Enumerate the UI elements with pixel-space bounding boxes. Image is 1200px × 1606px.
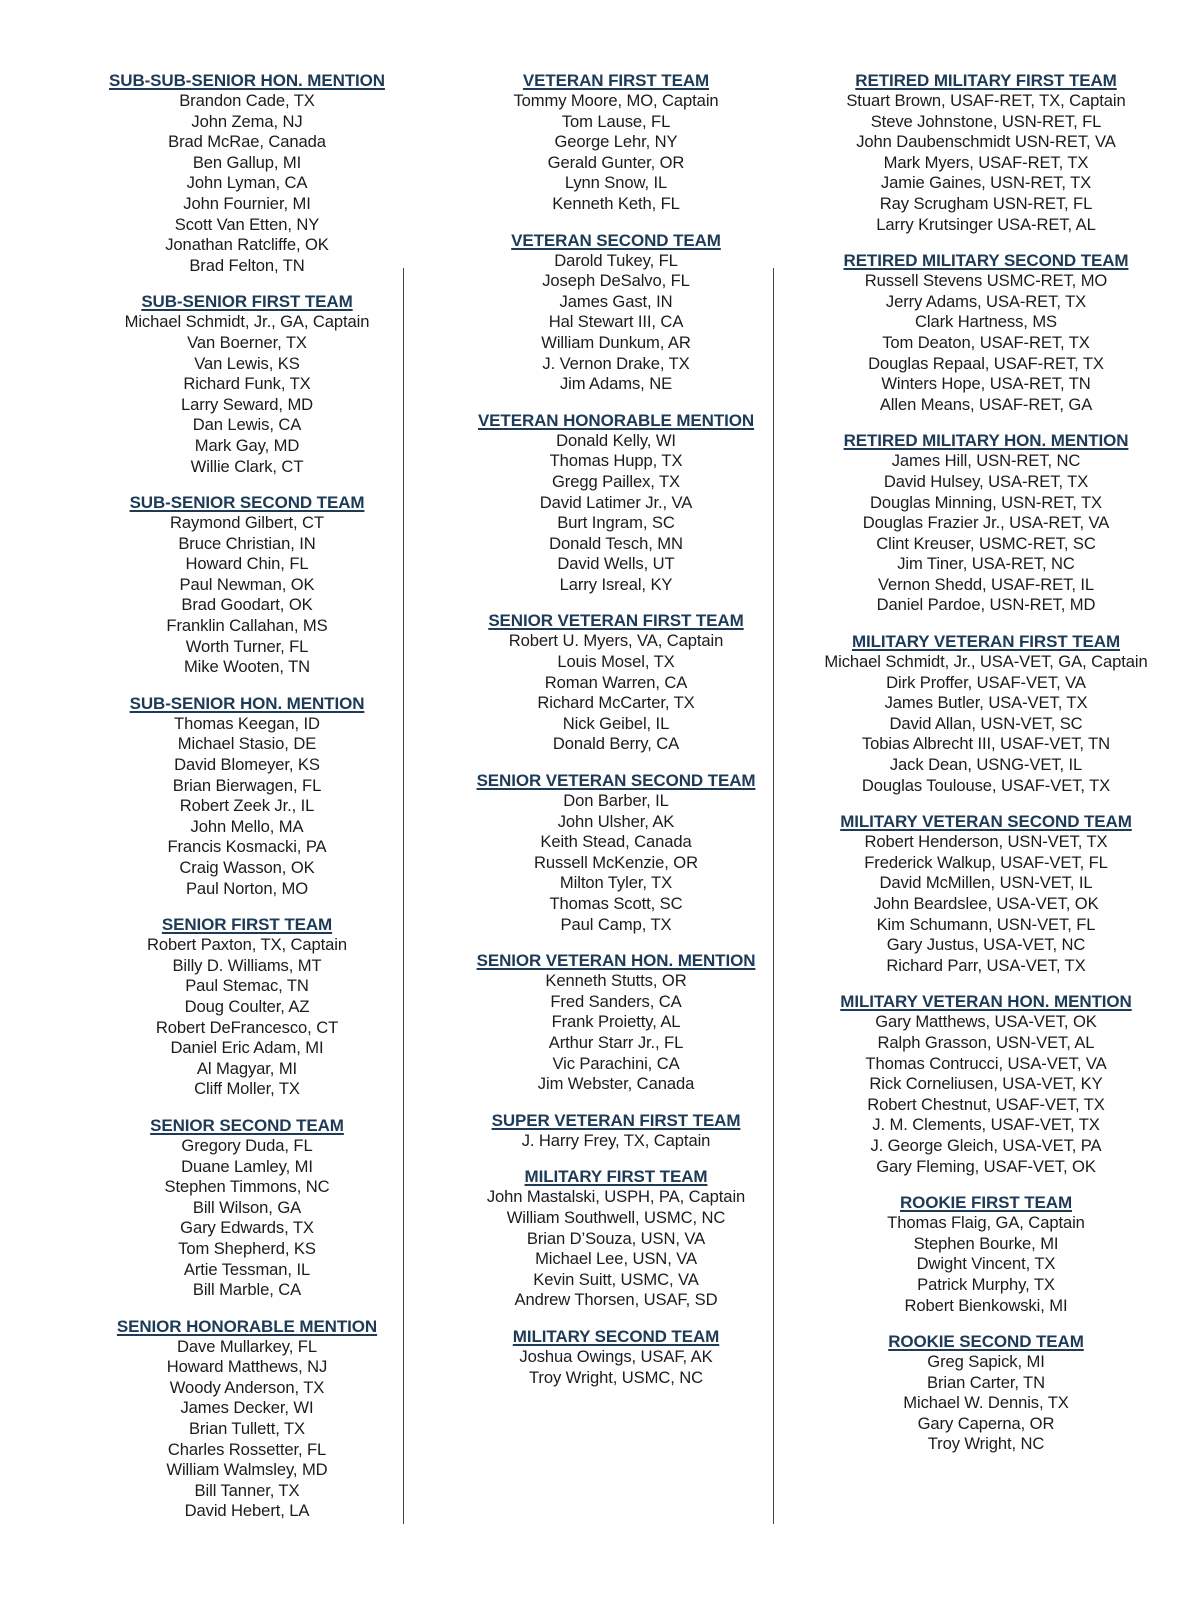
player-entry: Dirk Proffer, USAF-VET, VA [886, 672, 1086, 692]
player-entry: David Allan, USN-VET, SC [889, 713, 1083, 733]
player-entry: Troy Wright, USMC, NC [529, 1367, 703, 1387]
player-entry: Douglas Minning, USN-RET, TX [869, 492, 1103, 512]
player-entry: Brian Bierwagen, FL [172, 775, 322, 795]
section-title: SUB-SENIOR SECOND TEAM [129, 493, 365, 513]
player-entry: Lynn Snow, IL [564, 173, 668, 193]
player-entry: Mark Gay, MD [194, 435, 300, 455]
player-entry: William Walmsley, MD [166, 1460, 328, 1480]
player-entry: Douglas Repaal, USAF-RET, TX [868, 353, 1104, 373]
player-entry: Fred Sanders, CA [550, 991, 682, 1011]
team-section [67, 1316, 427, 1522]
team-section [67, 1115, 427, 1301]
player-entry: Billy D. Williams, MT [172, 955, 322, 975]
team-section [67, 492, 427, 678]
player-entry: Kenneth Keth, FL [552, 193, 680, 213]
player-entry: Steve Johnstone, USN-RET, FL [870, 111, 1102, 131]
section-title: SUB-SENIOR HON. MENTION [129, 693, 365, 713]
player-entry: Brad McRae, Canada [168, 132, 326, 152]
player-entry: Duane Lamley, MI [181, 1156, 313, 1176]
player-entry: Howard Chin, FL [185, 554, 309, 574]
player-entry: Robert Henderson, USN-VET, TX [864, 832, 1108, 852]
player-entry: Frank Proietty, AL [551, 1012, 681, 1032]
player-entry: Paul Norton, MO [185, 878, 309, 898]
player-entry: Daniel Eric Adam, MI [170, 1038, 324, 1058]
player-entry: James Decker, WI [180, 1398, 314, 1418]
section-title: RETIRED MILITARY FIRST TEAM [855, 71, 1117, 90]
section-title: SENIOR SECOND TEAM [150, 1115, 344, 1135]
section-title: MILITARY VETERAN FIRST TEAM [851, 632, 1121, 652]
player-entry: William Dunkum, AR [541, 332, 691, 352]
player-entry: Bruce Christian, IN [178, 533, 316, 553]
team-section [806, 991, 1166, 1177]
section-title: SUB-SUB-SENIOR HON. MENTION [109, 71, 385, 90]
player-entry: Roman Warren, CA [544, 672, 688, 692]
player-entry: Tobias Albrecht III, USAF-VET, TN [861, 734, 1111, 754]
player-entry: John Daubenschmidt USN-RET, VA [856, 132, 1116, 152]
player-entry: Brian D’Souza, USN, VA [526, 1228, 706, 1248]
team-section [806, 1331, 1166, 1455]
player-entry: Richard Funk, TX [183, 374, 311, 394]
player-entry: Cliff Moller, TX [194, 1079, 300, 1099]
player-entry: William Southwell, USMC, NC [506, 1207, 726, 1227]
player-entry: Paul Newman, OK [179, 574, 315, 594]
player-entry: John Mastalski, USPH, PA, Captain [486, 1187, 746, 1207]
player-entry: J. Vernon Drake, TX [542, 353, 690, 373]
team-section [806, 631, 1166, 796]
player-entry: Vernon Shedd, USAF-RET, IL [878, 574, 1094, 594]
team-section [67, 70, 427, 276]
player-entry: James Gast, IN [559, 291, 673, 311]
player-entry: Michael Schmidt, Jr., USA-VET, GA, Captain [824, 652, 1148, 672]
player-entry: Craig Wasson, OK [179, 858, 315, 877]
player-entry: John Ulsher, AK [557, 811, 675, 831]
section-title: ROOKIE SECOND TEAM [888, 1332, 1084, 1352]
player-entry: Michael W. Dennis, TX [903, 1393, 1069, 1413]
player-entry: Van Boerner, TX [187, 332, 307, 352]
player-entry: Hal Stewart III, CA [548, 312, 684, 332]
player-entry: Bill Marble, CA [192, 1280, 302, 1300]
column-divider [773, 268, 774, 1524]
player-entry: Robert Bienkowski, MI [904, 1295, 1068, 1315]
player-entry: Daniel Pardoe, USN-RET, MD [876, 595, 1096, 615]
player-entry: Stephen Timmons, NC [164, 1177, 330, 1197]
player-entry: Jamie Gaines, USN-RET, TX [880, 173, 1092, 193]
player-entry: Ralph Grasson, USN-VET, AL [877, 1032, 1095, 1052]
player-entry: Jim Adams, NE [559, 374, 673, 394]
player-entry: David Hebert, LA [184, 1501, 310, 1521]
player-entry: Vic Parachini, CA [552, 1053, 680, 1073]
player-entry: Donald Berry, CA [552, 734, 680, 754]
player-entry: Gary Fleming, USAF-VET, OK [876, 1156, 1096, 1176]
player-entry: Gary Caperna, OR [917, 1413, 1055, 1433]
section-title: VETERAN FIRST TEAM [522, 71, 710, 90]
player-entry: Robert DeFrancesco, CT [155, 1017, 339, 1037]
player-entry: Frederick Walkup, USAF-VET, FL [864, 852, 1108, 872]
column-divider [403, 268, 404, 1524]
column-middle [436, 70, 796, 1403]
section-title: SUPER VETERAN FIRST TEAM [491, 1110, 741, 1130]
player-entry: Douglas Frazier Jr., USA-RET, VA [862, 513, 1110, 533]
player-entry: Dan Lewis, CA [192, 415, 302, 435]
player-entry: Rick Corneliusen, USA-VET, KY [869, 1074, 1103, 1094]
player-entry: Gary Edwards, TX [180, 1218, 314, 1238]
column-left [67, 70, 427, 1537]
player-entry: Robert Chestnut, USAF-VET, TX [867, 1094, 1105, 1114]
team-section [436, 230, 796, 395]
player-entry: Mark Myers, USAF-RET, TX [883, 152, 1089, 172]
player-entry: Bill Wilson, GA [192, 1197, 302, 1217]
player-entry: Thomas Scott, SC [549, 894, 683, 913]
player-entry: Keith Stead, Canada [540, 832, 692, 852]
section-title: MILITARY FIRST TEAM [524, 1167, 708, 1187]
player-entry: Van Lewis, KS [194, 353, 300, 373]
player-entry: Ben Gallup, MI [192, 152, 302, 172]
player-entry: Willie Clark, CT [190, 456, 304, 476]
player-entry: Paul Camp, TX [560, 914, 672, 934]
player-entry: J. George Gleich, USA-VET, PA [870, 1135, 1102, 1155]
player-entry: Burt Ingram, SC [557, 513, 675, 533]
player-entry: Douglas Toulouse, USAF-VET, TX [861, 775, 1111, 795]
column-right [806, 70, 1166, 1470]
player-entry: Donald Kelly, WI [556, 430, 676, 450]
player-entry: Robert Zeek Jr., IL [179, 796, 315, 816]
player-entry: Nick Geibel, IL [562, 713, 670, 733]
player-entry: John Zema, NJ [191, 111, 303, 131]
player-entry: Artie Tessman, IL [183, 1259, 311, 1279]
player-entry: Kim Schumann, USN-VET, FL [876, 914, 1096, 934]
player-entry: Gary Justus, USA-VET, NC [886, 935, 1086, 955]
player-entry: David Wells, UT [557, 554, 675, 574]
player-entry: Jerry Adams, USA-RET, TX [885, 291, 1087, 311]
team-section [67, 291, 427, 477]
player-entry: Scott Van Etten, NY [174, 214, 320, 234]
player-entry: Robert Paxton, TX, Captain [146, 935, 348, 955]
section-title: SENIOR VETERAN FIRST TEAM [488, 611, 744, 631]
player-entry: Stuart Brown, USAF-RET, TX, Captain [846, 91, 1126, 110]
player-entry: J. M. Clements, USAF-VET, TX [872, 1115, 1100, 1135]
player-entry: Larry Seward, MD [180, 394, 314, 414]
player-entry: Kenneth Stutts, OR [545, 971, 687, 991]
player-entry: Brandon Cade, TX [179, 91, 315, 110]
player-entry: James Butler, USA-VET, TX [884, 693, 1088, 713]
player-entry: Darold Tukey, FL [554, 250, 678, 270]
team-section [806, 70, 1166, 235]
team-section [436, 950, 796, 1095]
player-entry: Larry Isreal, KY [559, 574, 673, 594]
section-title: SENIOR VETERAN HON. MENTION [476, 951, 756, 971]
player-entry: Clark Hartness, MS [914, 312, 1058, 332]
section-title: ROOKIE FIRST TEAM [899, 1193, 1073, 1213]
section-title: MILITARY SECOND TEAM [512, 1326, 720, 1346]
team-section [436, 1326, 796, 1388]
player-entry: John Beardslee, USA-VET, OK [873, 894, 1099, 913]
player-entry: Paul Stemac, TN [185, 976, 309, 996]
player-entry: Greg Sapick, MI [927, 1352, 1045, 1372]
player-entry: Brian Tullett, TX [188, 1419, 306, 1439]
player-entry: Worth Turner, FL [185, 636, 309, 656]
team-section [806, 430, 1166, 616]
section-title: SUB-SENIOR FIRST TEAM [141, 292, 353, 312]
player-entry: Donald Tesch, MN [549, 533, 683, 553]
player-entry: Gerald Gunter, OR [547, 152, 685, 172]
player-entry: Francis Kosmacki, PA [167, 837, 327, 857]
player-entry: Patrick Murphy, TX [917, 1274, 1055, 1294]
player-entry: Brad Felton, TN [189, 255, 305, 275]
player-entry: Dwight Vincent, TX [916, 1254, 1056, 1274]
team-section [436, 1110, 796, 1152]
section-title: SENIOR HONORABLE MENTION [116, 1316, 378, 1336]
team-section [436, 70, 796, 215]
player-entry: Tommy Moore, MO, Captain [513, 91, 719, 110]
player-entry: Russell McKenzie, OR [534, 852, 698, 872]
section-title: RETIRED MILITARY HON. MENTION [843, 431, 1129, 451]
team-section [436, 770, 796, 935]
player-entry: John Mello, MA [190, 816, 304, 836]
player-entry: Robert U. Myers, VA, Captain [508, 631, 724, 651]
player-entry: James Hill, USN-RET, NC [891, 451, 1081, 471]
player-entry: Andrew Thorsen, USAF, SD [514, 1290, 718, 1310]
player-entry: Louis Mosel, TX [557, 652, 675, 672]
player-entry: Tom Lause, FL [561, 111, 671, 131]
player-entry: J. Harry Frey, TX, Captain [521, 1130, 711, 1150]
player-entry: Thomas Hupp, TX [549, 451, 683, 471]
player-entry: Jim Webster, Canada [537, 1074, 695, 1094]
team-section [67, 914, 427, 1100]
player-entry: Jim Tiner, USA-RET, NC [897, 554, 1075, 574]
player-entry: Al Magyar, MI [196, 1058, 298, 1078]
player-entry: David Latimer Jr., VA [539, 492, 693, 512]
section-title: SENIOR VETERAN SECOND TEAM [476, 771, 756, 791]
player-entry: Richard Parr, USA-VET, TX [886, 955, 1086, 975]
player-entry: Thomas Flaig, GA, Captain [887, 1213, 1085, 1233]
section-title: SENIOR FIRST TEAM [161, 915, 333, 935]
team-section [806, 811, 1166, 976]
player-entry: Stephen Bourke, MI [913, 1233, 1059, 1253]
section-title: VETERAN HONORABLE MENTION [477, 410, 755, 430]
player-entry: John Fournier, MI [183, 193, 311, 213]
team-section [436, 1166, 796, 1311]
player-entry: Franklin Callahan, MS [166, 616, 328, 636]
player-entry: Troy Wright, NC [927, 1434, 1045, 1454]
player-entry: Woody Anderson, TX [169, 1377, 325, 1397]
player-entry: Michael Schmidt, Jr., GA, Captain [124, 312, 370, 332]
player-entry: Mike Wooten, TN [183, 657, 311, 677]
player-entry: Howard Matthews, NJ [166, 1357, 328, 1377]
player-entry: John Lyman, CA [186, 173, 308, 193]
player-entry: Charles Rossetter, FL [167, 1439, 327, 1459]
player-entry: Brian Carter, TN [927, 1372, 1045, 1392]
section-title: VETERAN SECOND TEAM [511, 230, 721, 250]
player-entry: Joshua Owings, USAF, AK [519, 1346, 713, 1366]
player-entry: Brad Goodart, OK [181, 595, 313, 615]
player-entry: Thomas Contrucci, USA-VET, VA [865, 1053, 1107, 1073]
player-entry: Jack Dean, USNG-VET, IL [889, 755, 1083, 775]
player-entry: Tom Shepherd, KS [178, 1238, 316, 1258]
section-title: RETIRED MILITARY SECOND TEAM [843, 251, 1129, 271]
player-entry: Tom Deaton, USAF-RET, TX [882, 332, 1090, 352]
player-entry: Jonathan Ratcliffe, OK [165, 235, 329, 255]
player-entry: Thomas Keegan, ID [174, 713, 320, 733]
team-section [806, 1192, 1166, 1316]
player-entry: Larry Krutsinger USA-RET, AL [876, 214, 1096, 234]
player-entry: Michael Stasio, DE [177, 734, 317, 754]
player-entry: Milton Tyler, TX [559, 873, 673, 893]
player-entry: Joseph DeSalvo, FL [542, 271, 690, 291]
player-entry: Russell Stevens USMC-RET, MO [864, 271, 1108, 291]
team-section [436, 610, 796, 755]
player-entry: Allen Means, USAF-RET, GA [879, 394, 1093, 414]
player-entry: Doug Coulter, AZ [184, 996, 310, 1016]
player-entry: Winters Hope, USA-RET, TN [881, 374, 1091, 394]
player-entry: Arthur Starr Jr., FL [548, 1032, 684, 1052]
section-title: MILITARY VETERAN HON. MENTION [840, 992, 1132, 1012]
player-entry: Kevin Suitt, USMC, VA [533, 1269, 699, 1289]
player-entry: Don Barber, IL [563, 791, 669, 811]
team-section [436, 410, 796, 596]
player-entry: Bill Tanner, TX [194, 1480, 300, 1500]
player-entry: David McMillen, USN-VET, IL [879, 873, 1093, 893]
player-entry: David Blomeyer, KS [174, 755, 320, 775]
player-entry: George Lehr, NY [554, 132, 678, 152]
player-entry: Clint Kreuser, USMC-RET, SC [876, 533, 1096, 553]
player-entry: Gregory Duda, FL [181, 1135, 313, 1155]
player-entry: Gregg Paillex, TX [551, 471, 681, 491]
team-section [806, 250, 1166, 415]
player-entry: Raymond Gilbert, CT [170, 513, 324, 533]
player-entry: David Hulsey, USA-RET, TX [883, 471, 1089, 491]
player-entry: Gary Matthews, USA-VET, OK [875, 1012, 1097, 1032]
player-entry: Richard McCarter, TX [537, 693, 695, 713]
section-title: MILITARY VETERAN SECOND TEAM [840, 812, 1132, 832]
player-entry: Dave Mullarkey, FL [177, 1336, 317, 1356]
player-entry: Michael Lee, USN, VA [535, 1249, 697, 1269]
team-section [67, 693, 427, 899]
player-entry: Ray Scrugham USN-RET, FL [879, 193, 1093, 213]
